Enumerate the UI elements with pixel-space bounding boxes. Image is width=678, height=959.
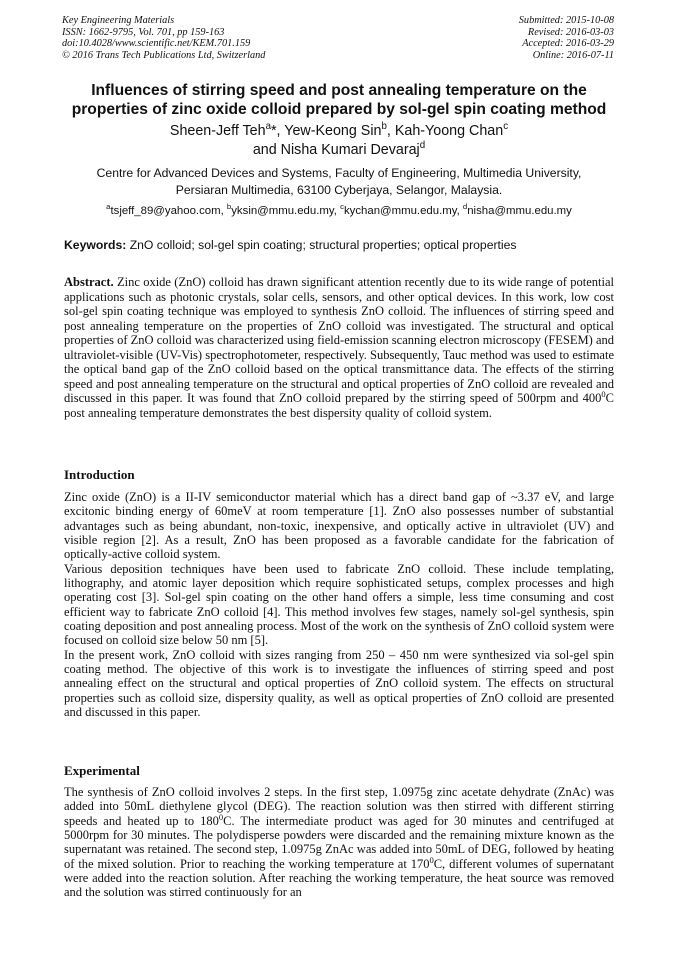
author-mark: c [503, 121, 509, 133]
abstract-text-end: C post annealing temperature demonstrates the best dispersity quality of colloid system. [64, 391, 614, 420]
author-emails [48, 204, 630, 218]
author-mark: a [265, 121, 271, 133]
affiliation-line-2: Persiaran Multimedia, 63100 Cyberjaya, Selangor, Malaysia. [175, 182, 503, 197]
email-address: yksin@mmu.edu.my, [231, 205, 341, 217]
abstract-text: Zinc oxide (ZnO) colloid has drawn significant attention recently due to its wide range of potential applications such as photonic crystals, solar cells, sensors, and other optical devices. In this work, low cost sol-gel spin coating technique was employed to synthesis ZnO colloid. The influences of stirring speed and post annealing temperature on the properties of ZnO colloid was investigated. The structural and optical properties of ZnO colloid was characterized using field-emission scanning electron microscopy (FESEM) and ultraviolet-visible (UV-Vis) spectrophotometer, respectively. Subsequently, Tauc method was used to estimate the optical band gap of the ZnO colloid based on the optical transmittance data. The effects of the stirring speed and post annealing temperature on the structural and optical properties of ZnO colloid are revealed and discussed in this paper. It was found that ZnO colloid prepared by the stirring speed of 500rpm and 400 [64, 275, 614, 406]
abstract [64, 275, 614, 420]
introduction-heading: Introduction [64, 467, 135, 482]
experimental-heading: Experimental [64, 763, 140, 778]
submitted-date: Submitted: 2015-10-08 [518, 15, 614, 26]
journal-info [62, 15, 265, 61]
degree-superscript: 0 [218, 811, 224, 822]
journal-name: Key Engineering Materials [62, 15, 175, 26]
intro-paragraph-1: Zinc oxide (ZnO) is a II-IV semiconductor material which has a direct band gap of ~3.37 eV, and large excitonic binding energy of 60meV at room temperature [1]. ZnO also possesses number of substantial advantages such as being abundant, non-toxic, inexpensive, and optically active in ultraviolet (UV) and visible region [2]. As a result, ZnO has been proposed as a favorable candidate for the fabrication of optically-active colloid system. [64, 490, 614, 562]
affiliation-line-1: Centre for Advanced Devices and Systems, Faculty of Engineering, Multimedia University, [96, 166, 582, 180]
experimental-section [64, 785, 614, 900]
author-mark: b [381, 121, 387, 133]
paper-title [48, 81, 630, 119]
doi-line: doi:10.4028/www.scientific.net/KEM.701.159 [62, 38, 251, 50]
author-name: Sheen-Jeff Teh [169, 123, 266, 139]
keywords [64, 238, 624, 253]
exp-text-1: The synthesis of ZnO colloid involves 2 steps. In the first step, 1.0975g zinc acetate dehydrate (ZnAc) was added into 50mL diethylene glycol (DEG). The reaction solution was then stirred with different stirring speeds and heated up to 180 [64, 785, 614, 828]
title-line-2: properties of zinc oxide colloid prepared by sol-gel spin coating method [71, 101, 607, 118]
online-date: Online: 2016-07-11 [532, 49, 614, 61]
accepted-date: Accepted: 2016-03-29 [522, 38, 614, 50]
exp-text-2: C. The intermediate product was aged for 30 minutes and centrifuged at 5000rpm for 30 minutes. The polydisperse powders were discarded and the remaining mixture known as the supernatant was retained. The second step, 1.0975g ZnAc was added into 50mL of DEG, followed by heating of the mixed solution. Prior to reaching the working temperature at 170 [64, 813, 615, 871]
author-name: Yew-Keong Sin [284, 123, 382, 139]
copyright-line: © 2016 Trans Tech Publications Ltd, Switzerland [62, 49, 266, 61]
keywords-label: Keywords: [64, 238, 127, 252]
author-separator: , [386, 123, 395, 139]
introduction-section [64, 490, 614, 720]
email-mark: d [462, 202, 468, 212]
affiliation [48, 165, 630, 198]
intro-paragraph-2: Various deposition techniques have been used to fabricate ZnO colloid. These include templating, lithography, and atomic layer deposition which require sophisticated setups, complex processes and high operating cost [3]. Sol-gel spin coating on the other hand offers a simple, less time consuming and cost efficient way to fabricate ZnO colloid [4]. This method involves few stages, namely sol-gel synthesis, spin coating deposition and post annealing process. Most of the work on the synthesis of ZnO colloid system were focused on colloid size below 50 nm [5]. [64, 561, 614, 648]
abstract-label: Abstract. [64, 275, 114, 289]
author-name: and Nisha Kumari Devaraj [252, 141, 420, 158]
degree-superscript: 0 [429, 854, 434, 865]
author-separator: *, [270, 123, 285, 139]
revised-date: Revised: 2016-03-03 [527, 26, 614, 38]
exp-text-3: C, different volumes of supernatant were added into the reaction solution. After reaching the working temperature, the heat source was removed and the solution was stirred continuously for an [64, 856, 615, 900]
email-mark: c [340, 202, 344, 212]
publication-dates [519, 15, 614, 61]
email-mark: a [106, 202, 111, 212]
author-name: Kah-Yoong Chan [394, 123, 504, 139]
email-address: tsjeff_89@yahoo.com, [110, 205, 227, 217]
keywords-text: ZnO colloid; sol-gel spin coating; structural properties; optical properties [126, 238, 517, 252]
experimental-paragraph [64, 785, 614, 900]
degree-superscript: 0 [601, 389, 606, 400]
title-line-1: Influences of stirring speed and post annealing temperature on the [91, 82, 587, 99]
issn-line: ISSN: 1662-9795, Vol. 701, pp 159-163 [62, 26, 225, 38]
email-mark: b [226, 202, 232, 212]
author-list [48, 122, 630, 159]
email-address: kychan@mmu.edu.my, [343, 205, 463, 217]
author-mark: d [419, 139, 426, 151]
email-address: nisha@mmu.edu.my [467, 205, 572, 217]
intro-paragraph-3: In the present work, ZnO colloid with sizes ranging from 250 – 450 nm were synthesized via sol-gel spin coating method. The objective of this work is to investigate the influences of stirring speed and post annealing effect on the structural and optical properties of ZnO colloid system. The effects on structural properties such as colloid size, dispersity quality, as well as optical properties of ZnO colloid are presented and discussed in this paper. [64, 647, 614, 720]
